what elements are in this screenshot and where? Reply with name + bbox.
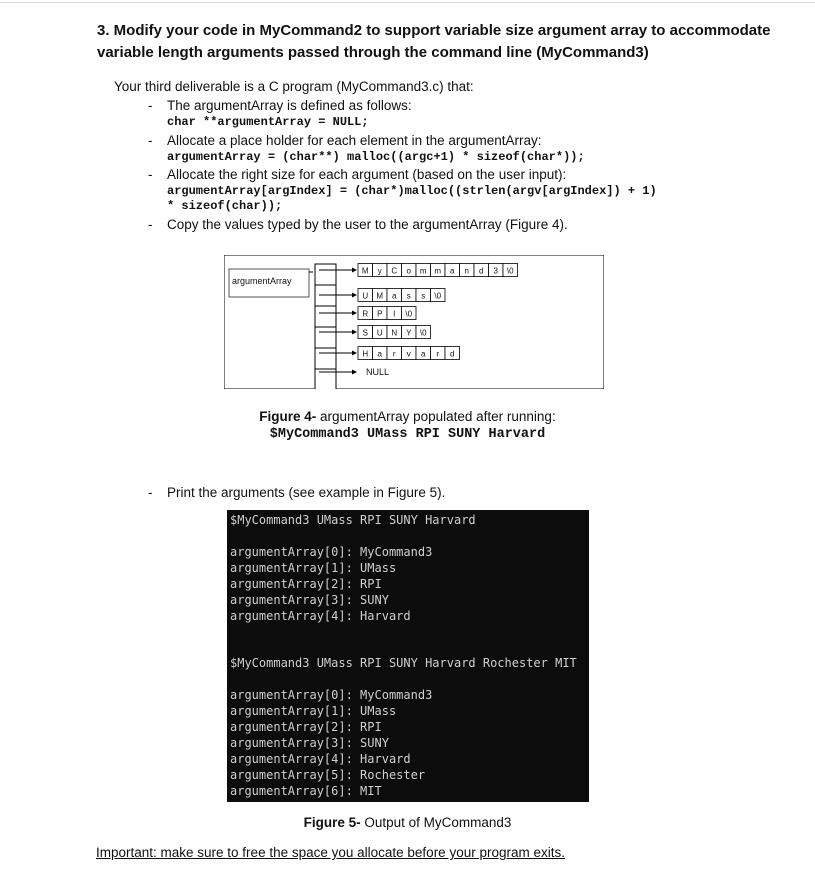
- bullet-dash: -: [148, 167, 153, 182]
- char-label: v: [406, 349, 411, 359]
- char-label: r: [392, 349, 396, 359]
- caption-label: Figure 4-: [259, 409, 317, 424]
- bullet-dash: -: [148, 133, 153, 148]
- caption-text: Output of MyCommand3: [360, 815, 512, 830]
- terminal-line: argumentArray[0]: MyCommand3: [230, 688, 433, 702]
- char-label: I: [393, 309, 396, 319]
- pointer-cell: [315, 348, 336, 369]
- char-label: n: [464, 266, 469, 276]
- char-label: a: [377, 349, 382, 359]
- top-divider: [0, 2, 815, 3]
- pointer-cell: [315, 327, 336, 348]
- figure-4-caption: [0, 409, 815, 424]
- char-label: \0: [419, 328, 427, 338]
- list-item-text: Print the arguments (see example in Figure 5).: [167, 485, 446, 500]
- terminal-line: argumentArray[2]: RPI: [230, 577, 382, 591]
- section-heading: 3. Modify your code in MyCommand2 to support variable size argument array to accommodate variable length arguments passed through the command line (MyCommand3): [97, 22, 771, 61]
- figure-5-caption: [0, 815, 815, 830]
- char-label: \0: [405, 309, 413, 319]
- char-label: r: [436, 349, 440, 359]
- char-label: R: [362, 309, 369, 319]
- terminal-line: argumentArray[5]: Rochester: [230, 768, 426, 782]
- terminal-line: argumentArray[4]: Harvard: [230, 752, 411, 766]
- list-item-text: The argumentArray is defined as follows:: [167, 98, 412, 113]
- char-label: 3: [493, 266, 498, 276]
- char-label: a: [392, 291, 397, 301]
- char-label: M: [361, 266, 369, 276]
- code-line: char **argumentArray = NULL;: [167, 115, 369, 129]
- terminal-line: argumentArray[2]: RPI: [230, 720, 382, 734]
- char-label: N: [391, 328, 398, 338]
- pointer-cell: [315, 264, 336, 285]
- char-label: s: [421, 291, 426, 301]
- terminal-line: argumentArray[1]: UMass: [230, 704, 397, 718]
- terminal-line: argumentArray[3]: SUNY: [230, 593, 389, 607]
- char-label: y: [377, 266, 382, 276]
- char-label: a: [450, 266, 455, 276]
- char-label: m: [434, 266, 442, 276]
- char-label: o: [406, 266, 411, 276]
- char-label: \0: [506, 266, 514, 276]
- terminal-line: argumentArray[3]: SUNY: [230, 736, 389, 750]
- array-label: argumentArray: [232, 276, 292, 286]
- char-label: \0: [434, 291, 442, 301]
- bullet-dash: -: [148, 98, 153, 113]
- char-label: d: [450, 349, 455, 359]
- terminal-line: argumentArray[6]: MIT: [230, 784, 382, 798]
- char-label: Y: [406, 328, 412, 338]
- null-label: NULL: [366, 367, 390, 377]
- char-label: U: [376, 328, 383, 338]
- code-line: argumentArray = (char**) malloc((argc+1) * sizeof(char*));: [167, 150, 585, 164]
- important-note: Important: make sure to free the space you allocate before your program exits.: [96, 845, 565, 860]
- code-line: * sizeof(char));: [167, 199, 283, 213]
- figure-4-command: $MyCommand3 UMass RPI SUNY Harvard: [269, 427, 546, 442]
- char-label: M: [376, 291, 384, 301]
- terminal-line: argumentArray[1]: UMass: [230, 561, 397, 575]
- char-label: a: [421, 349, 426, 359]
- caption-text: argumentArray populated after running:: [316, 409, 556, 424]
- figure-4-diagram: [224, 255, 604, 389]
- pointer-cell: [315, 306, 336, 327]
- intro-text: Your third deliverable is a C program (MyCommand3.c) that:: [114, 79, 474, 94]
- terminal-line: $MyCommand3 UMass RPI SUNY Harvard: [230, 513, 476, 527]
- char-label: m: [419, 266, 427, 276]
- list-item-text: Copy the values typed by the user to the argumentArray (Figure 4).: [167, 217, 568, 232]
- bullet-dash: -: [148, 485, 153, 500]
- terminal-line: argumentArray[0]: MyCommand3: [230, 545, 433, 559]
- list-item-text: Allocate the right size for each argument (based on the user input):: [167, 167, 567, 182]
- char-label: S: [362, 328, 368, 338]
- bullet-dash: -: [148, 217, 153, 232]
- terminal-output: [227, 510, 589, 802]
- char-label: d: [479, 266, 484, 276]
- list-item-text: Allocate a place holder for each element in the argumentArray:: [167, 133, 542, 148]
- terminal-line: argumentArray[4]: Harvard: [230, 609, 411, 623]
- char-label: C: [391, 266, 398, 276]
- char-label: P: [377, 309, 383, 319]
- char-label: s: [406, 291, 411, 301]
- char-label: U: [362, 291, 369, 301]
- char-label: H: [362, 349, 369, 359]
- caption-label: Figure 5-: [303, 815, 361, 830]
- code-line: argumentArray[argIndex] = (char*)malloc((strlen(argv[argIndex]) + 1): [167, 184, 657, 198]
- terminal-line: $MyCommand3 UMass RPI SUNY Harvard Rochester MIT: [230, 656, 577, 670]
